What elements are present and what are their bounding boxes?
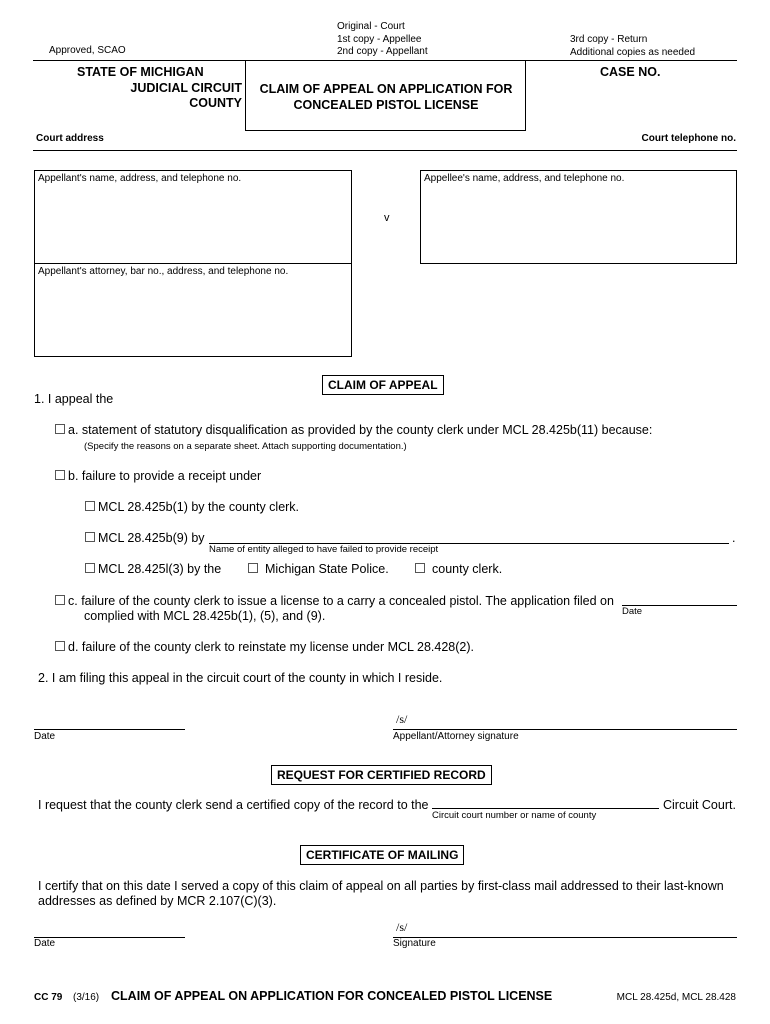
mailing-text-line2: addresses as defined by MCR 2.107(C)(3).	[38, 894, 277, 908]
record-court-suffix: Circuit Court.	[663, 798, 736, 812]
county-label: COUNTY	[189, 96, 242, 110]
claim-date-line[interactable]	[34, 729, 185, 730]
appellant-box-divider	[34, 263, 352, 264]
option-b3-text: MCL 28.425l(3) by the	[98, 562, 222, 576]
form-title-line: CLAIM OF APPEAL ON APPLICATION FOR	[259, 82, 513, 96]
record-court-line[interactable]	[432, 808, 659, 809]
mailing-date-line[interactable]	[34, 937, 185, 938]
form-number: CC 79	[34, 992, 63, 1003]
mailing-heading: CERTIFICATE OF MAILING	[300, 845, 464, 865]
judicial-circuit-label: JUDICIAL CIRCUIT	[130, 81, 242, 95]
copy-line: Original - Court	[337, 21, 405, 32]
claim-signature-line[interactable]	[393, 729, 737, 730]
case-no-label: CASE NO.	[600, 65, 661, 79]
c-date-caption: Date	[622, 606, 643, 617]
record-text: I request that the county clerk send a certified copy of the record to the	[38, 798, 429, 812]
claim-intro: 1. I appeal the	[34, 392, 114, 406]
option-b3-msp-checkbox[interactable]	[248, 563, 258, 573]
appellant-label: Appellant's name, address, and telephone no.	[38, 173, 242, 184]
option-b1-text: MCL 28.425b(1) by the county clerk.	[98, 500, 300, 514]
header-title-bottom	[245, 130, 526, 131]
option-a-note: (Specify the reasons on a separate sheet. Attach supporting documentation.)	[84, 441, 407, 452]
option-b-text: b. failure to provide a receipt under	[68, 469, 262, 483]
item-2-text: 2. I am filing this appeal in the circuit court of the county in which I reside.	[38, 671, 443, 685]
claim-signature-label: Appellant/Attorney signature	[393, 731, 519, 742]
form-revision: (3/16)	[73, 992, 100, 1003]
copy-line: 2nd copy - Appellant	[337, 46, 428, 57]
option-c-checkbox[interactable]	[55, 595, 65, 605]
copy-line: 3rd copy - Return	[570, 34, 648, 45]
option-d-text: d. failure of the county clerk to reinstate my license under MCL 28.428(2).	[68, 640, 474, 654]
form-title-line: CONCEALED PISTOL LICENSE	[293, 98, 479, 112]
option-b3-clerk-checkbox[interactable]	[415, 563, 425, 573]
option-b3-clerk-text: county clerk.	[432, 562, 503, 576]
copy-line: 1st copy - Appellee	[337, 33, 422, 45]
option-b3-checkbox[interactable]	[85, 563, 95, 573]
court-telephone-label: Court telephone no.	[641, 133, 736, 144]
versus-label: v	[384, 212, 390, 224]
claim-date-label: Date	[34, 731, 56, 742]
option-c-text-cont: complied with MCL 28.425b(1), (5), and (9).	[84, 609, 326, 623]
b2-entity-caption: Name of entity alleged to have failed to provide receipt	[209, 544, 439, 555]
mailing-text-line1: I certify that on this date I served a copy of this claim of appeal on all parties by first-class mail addressed to their last-known	[38, 879, 724, 893]
record-court-caption: Circuit court number or name of county	[432, 810, 597, 821]
option-b-checkbox[interactable]	[55, 470, 65, 480]
option-b2-text: MCL 28.425b(9) by	[98, 531, 205, 545]
appellee-box[interactable]	[420, 170, 737, 264]
copy-line: Additional copies as needed	[570, 46, 696, 58]
footer-statutes: MCL 28.425d, MCL 28.428	[616, 992, 736, 1003]
option-b3-msp-text: Michigan State Police.	[265, 562, 389, 576]
mailing-signature-label: Signature	[393, 938, 436, 949]
mailing-sig-mark: /s/	[396, 920, 408, 934]
footer-title: CLAIM OF APPEAL ON APPLICATION FOR CONCEALED PISTOL LICENSE	[111, 989, 553, 1003]
option-b2-checkbox[interactable]	[85, 532, 95, 542]
option-d-checkbox[interactable]	[55, 641, 65, 651]
b2-period: .	[732, 531, 736, 545]
court-address-label: Court address	[36, 133, 104, 144]
court-info-rule	[33, 150, 737, 151]
mailing-signature-line[interactable]	[393, 937, 737, 938]
option-b1-checkbox[interactable]	[85, 501, 95, 511]
option-a-checkbox[interactable]	[55, 424, 65, 434]
claim-sig-mark: /s/	[396, 712, 408, 726]
record-heading: REQUEST FOR CERTIFIED RECORD	[271, 765, 492, 785]
attorney-label: Appellant's attorney, bar no., address, and telephone no.	[38, 266, 289, 277]
option-c-text: c. failure of the county clerk to issue a license to a carry a concealed pistol. The application filed on	[68, 594, 614, 608]
approved-scao: Approved, SCAO	[49, 45, 126, 56]
claim-heading: CLAIM OF APPEAL	[322, 375, 444, 395]
appellee-label: Appellee's name, address, and telephone no.	[424, 173, 625, 184]
option-a-text: a. statement of statutory disqualification as provided by the county clerk under MCL 28.425b(11) because:	[68, 423, 653, 437]
mailing-date-label: Date	[34, 938, 56, 949]
copy-distribution-extra	[570, 34, 695, 59]
state-label: STATE OF MICHIGAN	[77, 65, 204, 79]
form-title	[246, 82, 526, 112]
header-top-rule	[33, 60, 737, 61]
copy-distribution	[337, 21, 428, 59]
